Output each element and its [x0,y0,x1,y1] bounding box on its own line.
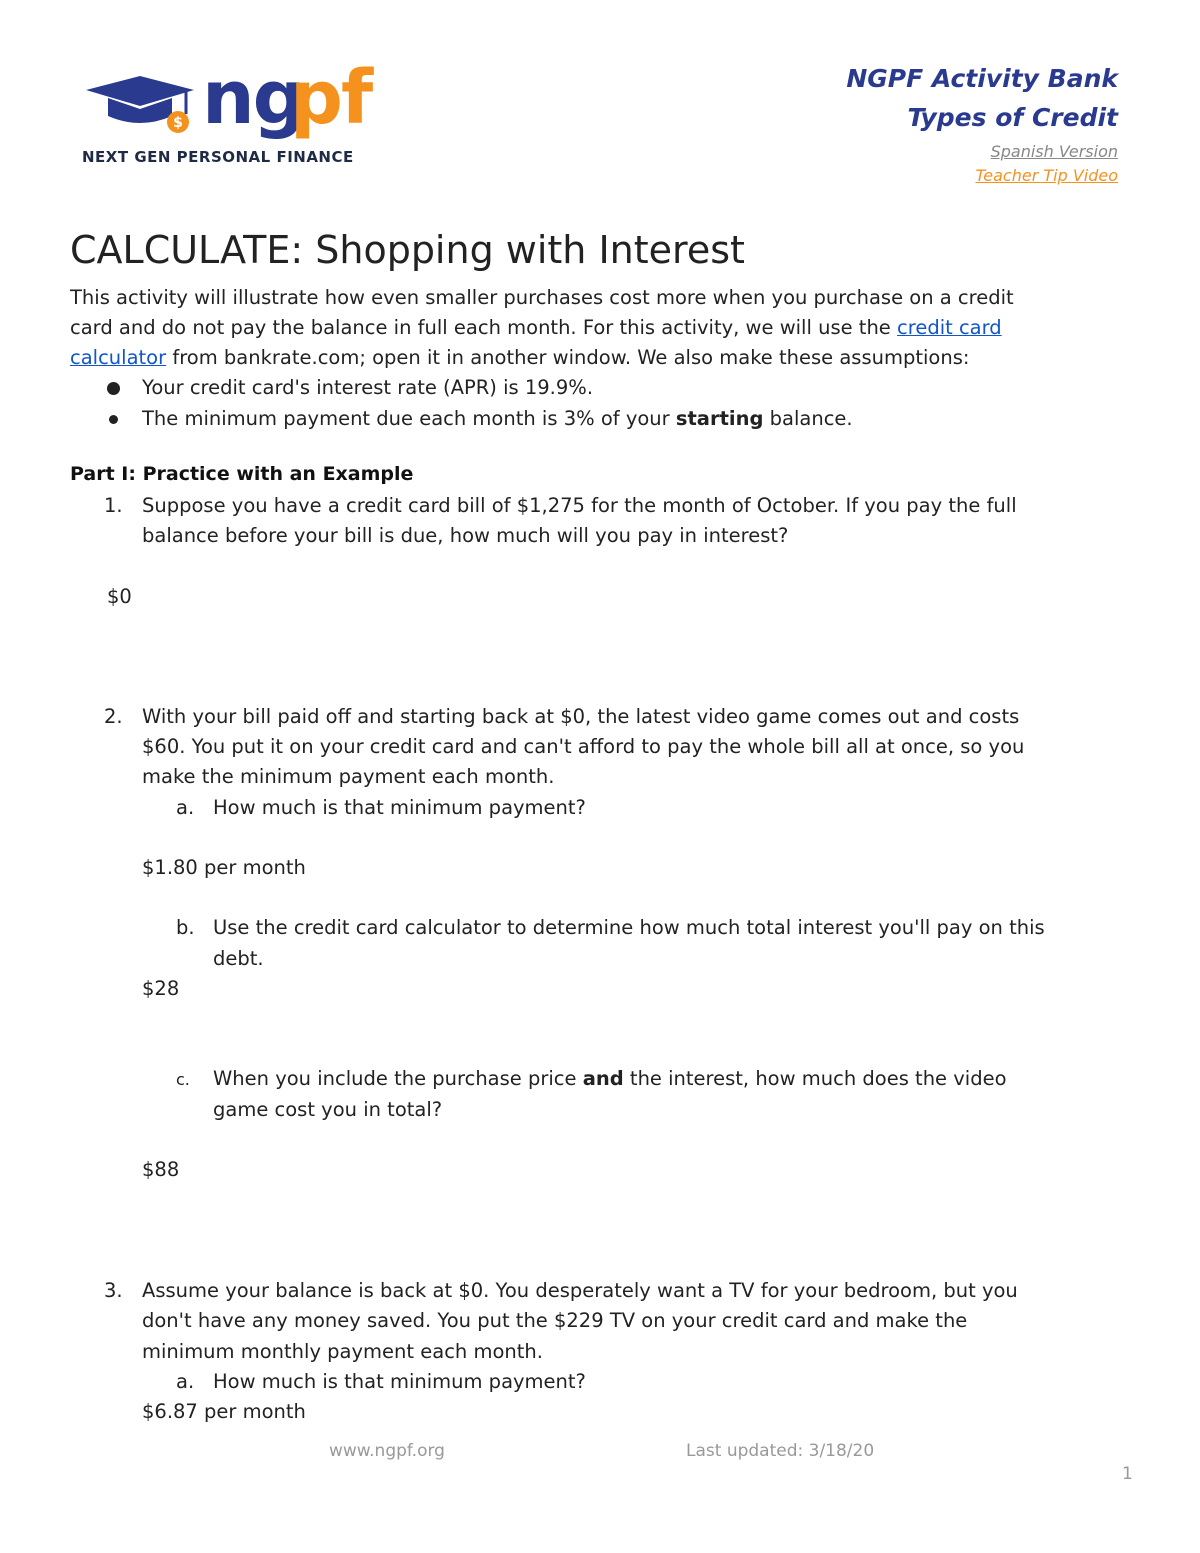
logo-subtitle: NEXT GEN PERSONAL FINANCE [82,148,354,166]
q2b-line-2: debt. [213,947,264,970]
q1-line-1: Suppose you have a credit card bill of $1,275 for the month of October. If you pay the full [142,494,1017,517]
q1-number: 1. [104,494,123,517]
intro-line-2 [70,313,1002,343]
q2a-text: How much is that minimum payment? [213,796,586,819]
q2c-line-2: game cost you in total? [213,1098,443,1121]
intro-line-1: This activity will illustrate how even smaller purchases cost more when you purchase on a credit [70,286,1014,309]
text: The minimum payment due each month is 3% of your [142,407,676,430]
q2-line-2: $60. You put it on your credit card and can't afford to pay the whole bill all at once, so you [142,735,1025,758]
ngpf-logo [82,55,382,168]
q2c-label: c. [176,1070,190,1089]
spanish-version-link[interactable]: Spanish Version [990,142,1118,161]
part-1-heading: Part I: Practice with an Example [70,463,414,485]
q2b-line-1: Use the credit card calculator to determine how much total interest you'll pay on this [213,916,1045,939]
footer-site: www.ngpf.org [329,1441,445,1461]
assumption-apr: Your credit card's interest rate (APR) is 19.9%. [142,376,594,399]
q2-line-3: make the minimum payment each month. [142,765,555,788]
svg-text:$: $ [173,115,183,131]
q3a-label: a. [176,1370,195,1393]
page-title: CALCULATE: Shopping with Interest [70,228,745,272]
q3-line-1: Assume your balance is back at $0. You desperately want a TV for your bedroom, but you [142,1279,1018,1302]
q2c-answer: $88 [142,1158,180,1181]
q3a-text: How much is that minimum payment? [213,1370,586,1393]
q3-number: 3. [104,1279,123,1302]
q2a-answer: $1.80 per month [142,856,306,879]
intro-text: from bankrate.com; open it in another window. We also make these assumptions: [166,346,970,369]
activity-bank-title: NGPF Activity Bank [846,64,1118,93]
credit-card-calculator-link-cont[interactable]: calculator [70,346,167,369]
q2b-label: b. [176,916,195,939]
bold-text: starting [675,407,764,430]
bullet-icon [109,415,118,424]
logo-word-ng: ng [202,55,304,141]
page-number: 1 [1122,1464,1133,1484]
q3-line-3: minimum monthly payment each month. [142,1340,543,1363]
logo-word-pf: pf [290,55,372,141]
intro-text: card and do not pay the balance in full each month. For this activity, we will use the [70,316,898,339]
intro-line-3 [70,343,969,373]
text: balance. [763,407,853,430]
bullet-icon [107,382,120,395]
q1-answer: $0 [107,585,132,608]
text: When you include the purchase price [213,1067,583,1090]
q2c-line-1 [213,1064,1007,1094]
q2a-label: a. [176,796,195,819]
topic-title: Types of Credit [907,103,1118,132]
credit-card-calculator-link[interactable]: credit card [897,316,1002,339]
teacher-tip-video-link[interactable]: Teacher Tip Video [975,166,1118,185]
bold-text: and [582,1067,624,1090]
text: the interest, how much does the video [623,1067,1007,1090]
q3-line-2: don't have any money saved. You put the $229 TV on your credit card and make the [142,1309,968,1332]
q3a-answer: $6.87 per month [142,1400,306,1423]
footer-updated: Last updated: 3/18/20 [686,1441,875,1461]
assumption-min-payment [142,404,853,434]
q1-line-2: balance before your bill is due, how much will you pay in interest? [142,524,789,547]
graduation-cap-icon [82,76,202,146]
q2-line-1: With your bill paid off and starting back at $0, the latest video game comes out and costs [142,705,1020,728]
q2-number: 2. [104,705,123,728]
q2b-answer: $28 [142,977,180,1000]
